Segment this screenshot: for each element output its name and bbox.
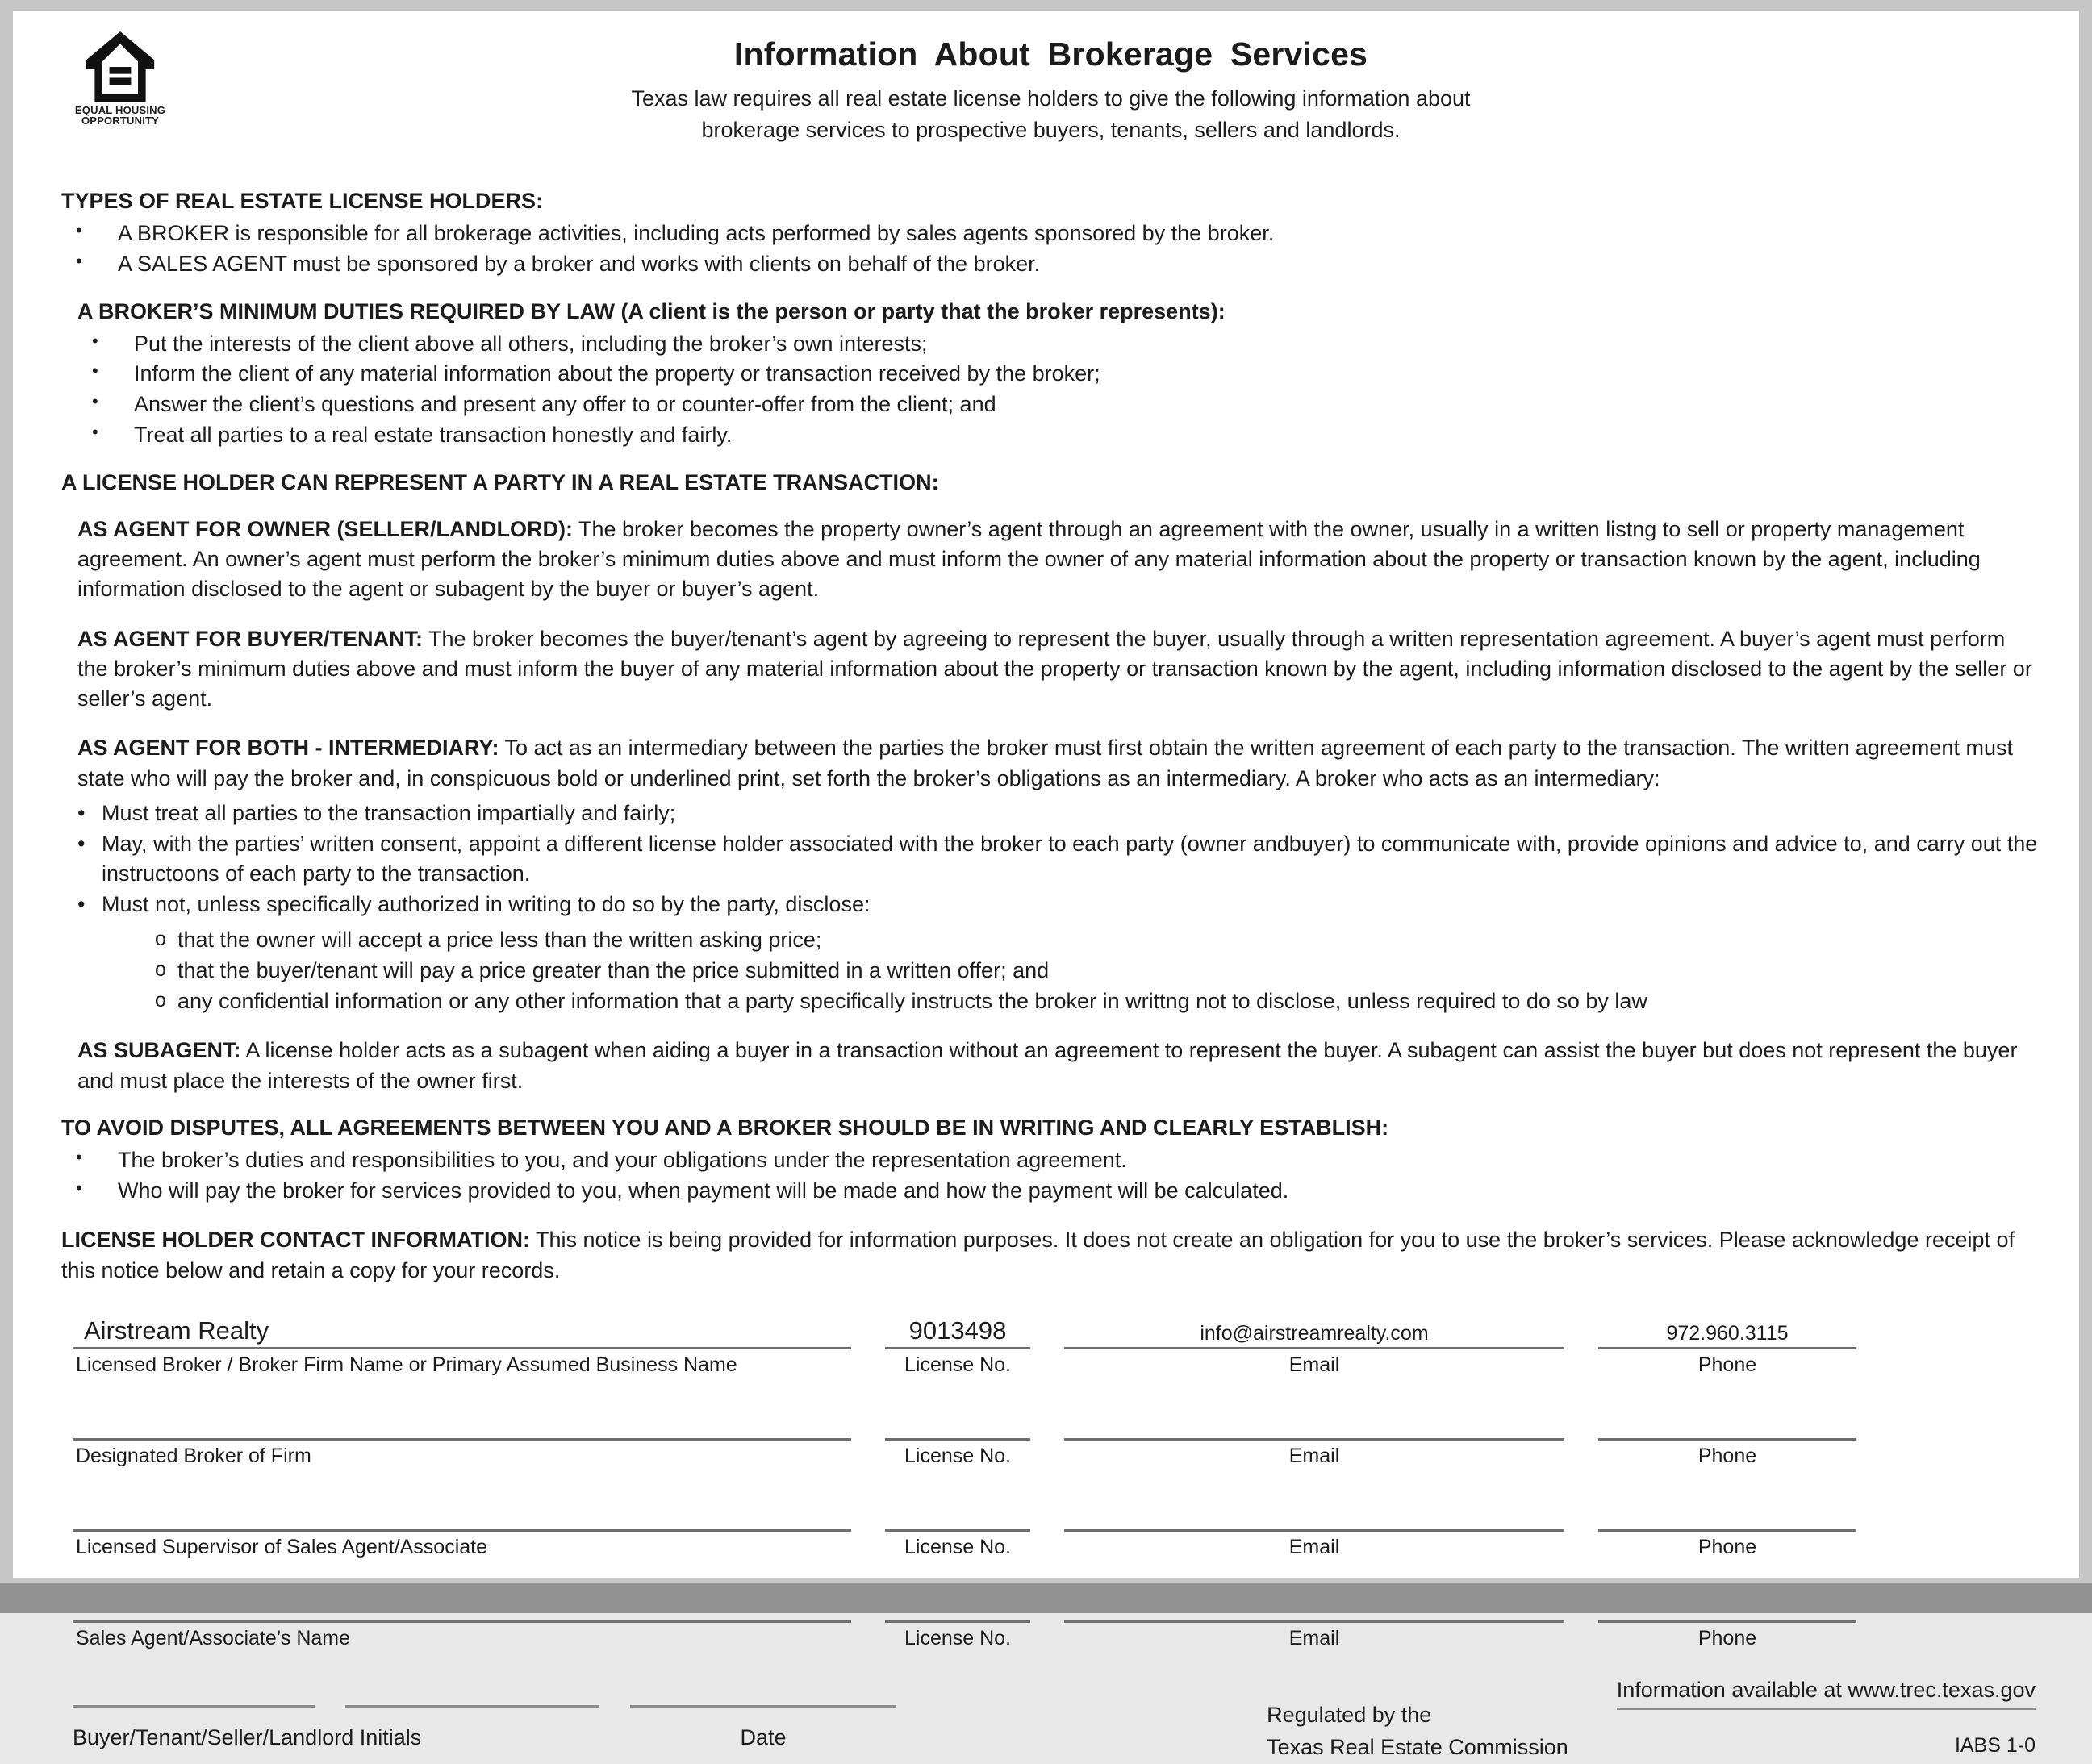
bullet-icon: •	[76, 250, 82, 271]
supervisor-email-input[interactable]	[1064, 1492, 1564, 1532]
broker-firm-name-field	[73, 1310, 851, 1377]
field-label: Email	[1288, 1626, 1340, 1649]
broker-email-field	[1064, 1310, 1564, 1377]
list-item-text: that the owner will accept a price less than the written asking price;	[177, 927, 822, 952]
paragraph-text: This notice is being provided for information purposes. It does not create an obligation for you to use the broker’s services. Please acknowledge receipt of this notice below and retain a copy for your records.	[61, 1228, 2015, 1282]
bullet-icon: •	[92, 361, 98, 382]
field-label: Email	[1288, 1353, 1340, 1376]
equal-housing-icon	[73, 31, 168, 105]
list-item-text: May, with the parties’ written consent, appoint a different license holder associated with the broker to each party (owner andbuyer) to communicate with, provide opinions and advice to, and carry out the instructoons of each party to the transaction.	[102, 831, 2038, 886]
sales-agent-phone-field	[1598, 1583, 1856, 1650]
table-row-designated-broker	[73, 1401, 2040, 1468]
paragraph-subagent	[77, 1036, 2040, 1096]
section-represent-heading: A LICENSE HOLDER CAN REPRESENT A PARTY IN A REAL ESTATE TRANSACTION:	[61, 469, 939, 494]
section-disputes	[61, 1116, 2040, 1207]
table-row-supervisor	[73, 1492, 2040, 1559]
list-item-text: A BROKER is responsible for all brokerage activities, including acts performed by sales agents sponsored by the broker.	[118, 221, 1275, 245]
sales-agent-name-field	[73, 1583, 851, 1650]
list-item	[77, 890, 2040, 920]
list-item-text: Must not, unless specifically authorized in writing to do so by the party, disclose:	[102, 892, 871, 917]
initials-field-1[interactable]	[73, 1678, 315, 1708]
supervisor-name-input[interactable]	[73, 1492, 851, 1532]
sales-agent-license-field	[885, 1583, 1030, 1650]
field-label: Email	[1288, 1535, 1340, 1558]
list-item	[76, 1176, 2040, 1207]
field-label: Licensed Broker / Broker Firm Name or Primary Assumed Business Name	[76, 1353, 737, 1376]
broker-license-field	[885, 1310, 1030, 1377]
paragraph-lead: AS SUBAGENT:	[77, 1038, 241, 1063]
supervisor-name-field	[73, 1492, 851, 1559]
designated-broker-email-field	[1064, 1401, 1564, 1468]
field-label: License No.	[904, 1535, 1012, 1558]
circle-bullet-icon: o	[155, 927, 166, 950]
paragraph-intermediary	[77, 733, 2040, 794]
paragraph-agent-owner	[77, 515, 2040, 605]
list-item-text: Who will pay the broker for services provided to you, when payment will be made and how the payment will be calculated.	[118, 1178, 1289, 1203]
supervisor-phone-field	[1598, 1492, 1856, 1559]
paragraph-text: A license holder acts as a subagent when aiding a buyer in a transaction without an agreement to represent the buyer. A subagent can assist the buyer but does not represent the buyer and must place the interests of the owner first.	[77, 1038, 2018, 1093]
signature-block	[73, 1678, 896, 1764]
section-disputes-heading: TO AVOID DISPUTES, ALL AGREEMENTS BETWEEN YOU AND A BROKER SHOULD BE IN WRITING AND CLEARLY ESTABLISH:	[61, 1115, 1389, 1140]
list-item-text: Must treat all parties to the transaction impartially and fairly;	[102, 800, 676, 825]
designated-broker-license-field	[885, 1401, 1030, 1468]
sales-agent-email-field	[1064, 1583, 1564, 1650]
list-item-text: Put the interests of the client above all others, including the broker’s own interests;	[134, 331, 928, 356]
field-label: Phone	[1697, 1535, 1757, 1558]
bullet-icon: •	[76, 1177, 82, 1198]
form-footer	[73, 1678, 2040, 1764]
designated-broker-license-input[interactable]	[885, 1401, 1030, 1441]
list-item-text: A SALES AGENT must be sponsored by a broker and works with clients on behalf of the broker.	[118, 251, 1041, 276]
broker-license-input[interactable]: 9013498	[885, 1310, 1030, 1349]
broker-phone-field	[1598, 1310, 1856, 1377]
supervisor-license-field	[885, 1492, 1030, 1559]
iabs-form-page	[13, 11, 2079, 1760]
designated-broker-email-input[interactable]	[1064, 1401, 1564, 1441]
paragraph-text: To act as an intermediary between the parties the broker must first obtain the written agreement of each party to the transaction. The written agreement must state who will pay the broker and, in conspicuous bold or underlined print, set forth the broker’s obligations as an intermediary. A broker who acts as an intermediary:	[77, 736, 2013, 790]
section-duties	[77, 299, 2040, 451]
list-item-text: Inform the client of any material information about the property or transaction received by the broker;	[134, 361, 1100, 386]
sales-agent-name-input[interactable]	[73, 1583, 851, 1623]
list-item	[77, 829, 2040, 890]
paragraph-text: The broker becomes the buyer/tenant’s agent by agreeing to represent the buyer, usually through a written representation agreement. A buyer’s agent must perform the broker’s minimum duties above and must inform the buyer of any material information about the property or transaction known by the agent, including information disclosed to the agent by the seller or seller’s agent.	[77, 626, 2032, 711]
paragraph-lead: LICENSE HOLDER CONTACT INFORMATION:	[61, 1228, 530, 1253]
broker-email-input[interactable]: info@airstreamrealty.com	[1064, 1310, 1564, 1349]
list-item	[76, 1145, 2040, 1176]
sales-agent-license-input[interactable]	[885, 1583, 1030, 1623]
logo-text-line1: EQUAL HOUSING	[74, 104, 166, 116]
date-label: Date	[740, 1725, 787, 1750]
section-types	[61, 189, 2040, 280]
section-types-heading: TYPES OF REAL ESTATE LICENSE HOLDERS:	[61, 189, 544, 213]
bullet-icon: •	[77, 892, 86, 917]
paragraph-lead: AS AGENT FOR BUYER/TENANT:	[77, 626, 424, 651]
field-label: Designated Broker of Firm	[76, 1444, 311, 1467]
list-item-text: any confidential information or any other information that a party specifically instructs the broker in writtng not to disclose, unless required to do so by law	[177, 988, 1647, 1013]
sub-list-item	[155, 925, 2040, 956]
field-label: Licensed Supervisor of Sales Agent/Associate	[76, 1535, 488, 1558]
circle-bullet-icon: o	[155, 957, 166, 981]
paragraph-lead: AS AGENT FOR BOTH - INTERMEDIARY:	[77, 736, 499, 761]
contact-table	[73, 1310, 2040, 1650]
designated-broker-phone-field	[1598, 1401, 1856, 1468]
supervisor-license-input[interactable]	[885, 1492, 1030, 1532]
bullet-icon: •	[92, 330, 98, 351]
subtitle-line1: Texas law requires all real estate license holders to give the following information about	[631, 86, 1471, 111]
list-item	[92, 359, 2040, 390]
list-item-text: that the buyer/tenant will pay a price greater than the price submitted in a written offer; and	[177, 957, 1050, 982]
initials-field-2[interactable]	[345, 1678, 599, 1708]
table-row-broker-firm	[73, 1310, 2040, 1377]
bullet-icon: •	[92, 421, 98, 442]
section-intermediary	[77, 733, 2040, 1016]
bullet-icon: •	[76, 220, 82, 240]
regulated-by-line1: Regulated by the	[1267, 1702, 1432, 1727]
field-label: Email	[1288, 1444, 1340, 1467]
bullet-icon: •	[77, 800, 86, 825]
list-item-text: Answer the client’s questions and present any offer to or counter-offer from the client; and	[134, 392, 996, 417]
circle-bullet-icon: o	[155, 988, 166, 1011]
regulated-by-line2: Texas Real Estate Commission	[1267, 1735, 1568, 1760]
field-label: License No.	[904, 1444, 1012, 1467]
paragraph-contact-info	[61, 1225, 2040, 1286]
subtitle-line2: brokerage services to prospective buyers, tenants, sellers and landlords.	[701, 118, 1401, 143]
initials-label: Buyer/Tenant/Seller/Landlord Initials	[73, 1725, 422, 1750]
list-item	[76, 219, 2040, 249]
sales-agent-email-input[interactable]	[1064, 1583, 1564, 1623]
supervisor-email-field	[1064, 1492, 1564, 1559]
list-item-text: Treat all parties to a real estate transaction honestly and fairly.	[134, 422, 733, 447]
list-item	[76, 249, 2040, 280]
designated-broker-phone-input[interactable]	[1598, 1401, 1856, 1441]
date-field[interactable]	[630, 1678, 896, 1708]
paragraph-agent-buyer	[77, 624, 2040, 715]
paragraph-text: The broker becomes the property owner’s agent through an agreement with the owner, usually in a written listng to sell or property management agreement. An owner’s agent must perform the broker’s minimum duties above and must inform the owner of any material information about the property or transaction known by the agent, including information disclosed to the agent or subagent by the buyer or buyer’s agent.	[77, 516, 1981, 602]
table-row-sales-agent	[73, 1583, 2040, 1650]
broker-phone-input[interactable]: 972.960.3115	[1598, 1310, 1856, 1349]
list-item	[92, 329, 2040, 360]
regulator-block	[1267, 1678, 2040, 1764]
designated-broker-name-input[interactable]	[73, 1401, 851, 1441]
page-title: Information About Brokerage Services	[733, 35, 1368, 73]
equal-housing-opportunity-logo	[73, 31, 168, 127]
form-code: IABS 1-0	[1954, 1733, 2036, 1757]
list-item	[92, 390, 2040, 420]
list-item-text: The broker’s duties and responsibilities to you, and your obligations under the representation agreement.	[118, 1147, 1127, 1172]
field-label: Phone	[1697, 1626, 1757, 1649]
list-item	[77, 799, 2040, 829]
trec-info-text: Information available at www.trec.texas.gov	[1617, 1678, 2036, 1710]
field-label: License No.	[904, 1353, 1012, 1376]
sub-list-item	[155, 956, 2040, 986]
bullet-icon: •	[76, 1146, 82, 1167]
field-label: Phone	[1697, 1353, 1757, 1376]
field-label: Phone	[1697, 1444, 1757, 1467]
section-duties-heading: A BROKER’S MINIMUM DUTIES REQUIRED BY LAW (A client is the person or party that the broker represents):	[77, 298, 1226, 323]
field-label: Sales Agent/Associate’s Name	[76, 1626, 351, 1649]
designated-broker-name-field	[73, 1401, 851, 1468]
form-header	[61, 26, 2040, 169]
field-label: License No.	[904, 1626, 1012, 1649]
logo-text-line2: OPPORTUNITY	[81, 115, 160, 127]
broker-firm-name-input[interactable]: Airstream Realty	[73, 1310, 851, 1349]
supervisor-phone-input[interactable]	[1598, 1492, 1856, 1532]
bullet-icon: •	[77, 831, 86, 856]
bullet-icon: •	[92, 391, 98, 412]
sales-agent-phone-input[interactable]	[1598, 1583, 1856, 1623]
list-item	[92, 420, 2040, 451]
sub-list-item	[155, 986, 2040, 1017]
paragraph-lead: AS AGENT FOR OWNER (SELLER/LANDLORD):	[77, 516, 573, 541]
